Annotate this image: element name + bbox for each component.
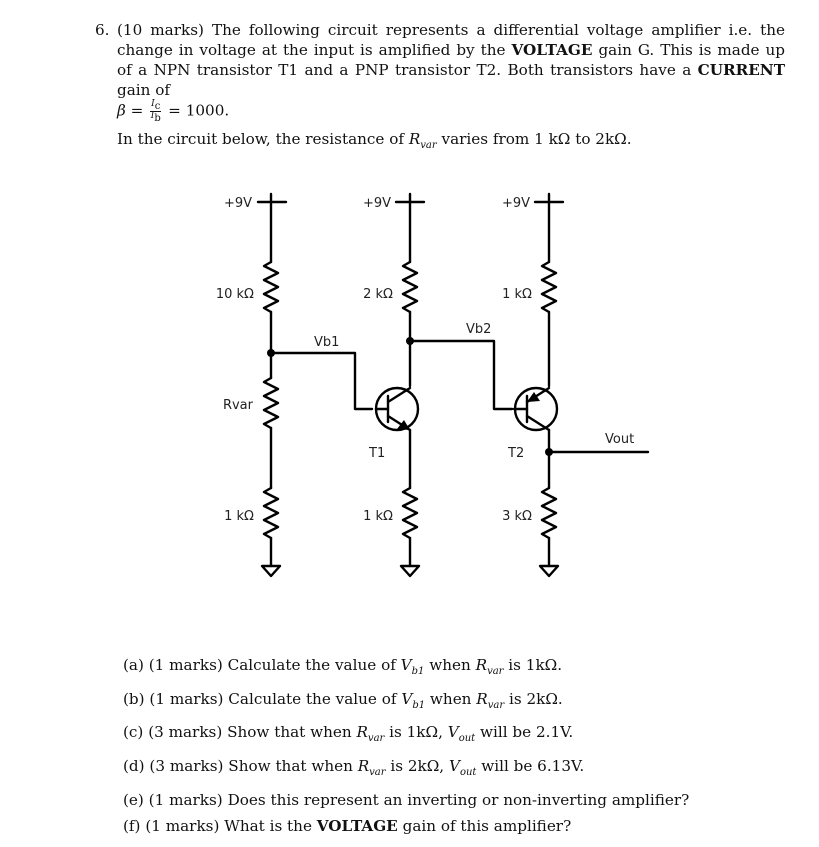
t1-emitter-arrow-icon xyxy=(397,420,410,430)
part-a-r-sub: var xyxy=(487,666,504,678)
part-d-text2: is 2kΩ, xyxy=(390,756,445,775)
part-a-text: Calculate the value of xyxy=(227,656,396,674)
t2-emitter-arrow-icon xyxy=(527,392,540,402)
label-supply-2: +9V xyxy=(362,196,391,211)
t2-collector-lead xyxy=(527,416,549,430)
label-r-top-1: 10 kΩ xyxy=(215,287,254,302)
part-a xyxy=(123,652,723,686)
part-c-r: R xyxy=(356,723,368,742)
part-b-var: V xyxy=(401,689,413,708)
part-d-text3: will be 6.13V. xyxy=(481,756,585,775)
numerator-sub: c xyxy=(154,100,161,112)
junction-dot-vb1 xyxy=(267,349,275,357)
part-f xyxy=(123,813,723,840)
resistor-1k-top-col3 xyxy=(542,262,556,312)
part-a-var-sub: b1 xyxy=(411,666,425,678)
sub-questions xyxy=(123,652,723,840)
part-b-r-sub: var xyxy=(487,699,505,711)
rvar-sub: var xyxy=(420,139,437,151)
part-e-text: Does this represent an inverting or non-inverting amplifier? xyxy=(227,790,690,809)
voltage-word: VOLTAGE xyxy=(511,41,593,59)
part-d-label: (d) xyxy=(123,756,145,775)
resistor-1k-col2 xyxy=(403,488,417,538)
question-text-2: gain G. This is made up of a NPN transistor T1 and a PNP transistor T2. Both transistors have a xyxy=(117,41,786,79)
rvar-text-1: In the circuit below, the resistance of xyxy=(117,129,404,148)
part-b-text2: when xyxy=(429,689,472,708)
part-b-text: Calculate the value of xyxy=(228,689,397,708)
part-c-marks: (3 marks) xyxy=(148,723,223,742)
part-c-text: Show that when xyxy=(227,723,352,742)
part-c-r-sub: var xyxy=(367,733,385,745)
question-text xyxy=(117,20,785,100)
part-e-label: (e) xyxy=(123,790,144,809)
label-vb2: Vb2 xyxy=(466,322,492,337)
part-a-text2: when xyxy=(429,656,471,674)
wire-vb1 xyxy=(271,353,372,409)
label-t2: T2 xyxy=(508,446,525,461)
part-c-var: V xyxy=(447,723,459,742)
part-c-text3: will be 2.1V. xyxy=(480,723,574,742)
question-text-1: The following circuit represents a differential voltage amplifier i.e. the change in voltage at the input is amplified by the xyxy=(117,21,786,59)
part-a-r: R xyxy=(475,656,488,674)
part-f-bold: VOLTAGE xyxy=(316,817,398,836)
part-d-r: R xyxy=(357,756,370,775)
part-d-text: Show that when xyxy=(228,756,353,775)
ground-icon-1 xyxy=(262,566,280,576)
question-number: 6. xyxy=(95,21,110,39)
part-f-marks: (1 marks) xyxy=(145,817,220,836)
part-d-var: V xyxy=(448,756,460,775)
part-e xyxy=(123,787,723,814)
part-d xyxy=(123,753,723,787)
part-a-label: (a) xyxy=(123,656,144,674)
wire-vb2 xyxy=(410,341,512,409)
part-b xyxy=(123,686,723,720)
supply-rail-2 xyxy=(396,194,424,262)
part-b-r: R xyxy=(476,689,488,708)
resistor-3k xyxy=(542,488,556,538)
junction-dot-vout xyxy=(545,448,553,456)
resistor-1k-col1 xyxy=(264,488,278,538)
part-c-var-sub: out xyxy=(458,733,476,745)
part-a-var: V xyxy=(400,656,412,674)
rvar-statement xyxy=(117,129,785,156)
label-supply-3: +9V xyxy=(501,196,530,211)
label-vout: Vout xyxy=(605,432,635,447)
label-vb1: Vb1 xyxy=(314,335,340,350)
resistor-rvar xyxy=(264,378,278,428)
fraction-denominator xyxy=(150,112,161,123)
part-b-label: (b) xyxy=(123,689,145,708)
part-a-text3: is 1kΩ. xyxy=(508,656,563,674)
part-f-label: (f) xyxy=(123,817,141,836)
label-t1: T1 xyxy=(369,446,386,461)
part-a-marks: (1 marks) xyxy=(148,656,223,674)
beta-symbol: β = xyxy=(117,101,144,120)
resistor-10k xyxy=(264,262,278,312)
part-c-text2: is 1kΩ, xyxy=(389,723,443,742)
supply-rail-3 xyxy=(535,194,563,262)
question-text-3: gain of xyxy=(117,81,171,99)
label-r-bot-1: 1 kΩ xyxy=(224,509,254,524)
label-r-top-2: 2 kΩ xyxy=(363,287,393,302)
part-d-var-sub: out xyxy=(459,766,477,778)
label-r-bot-3: 3 kΩ xyxy=(502,509,532,524)
part-c xyxy=(123,719,723,753)
part-c-label: (c) xyxy=(123,723,144,742)
circuit-diagram xyxy=(0,180,819,600)
part-b-var-sub: b1 xyxy=(412,699,426,711)
part-e-marks: (1 marks) xyxy=(148,790,223,809)
ground-icon-2 xyxy=(401,566,419,576)
label-supply-1: +9V xyxy=(223,196,252,211)
part-f-text2: gain of this amplifier? xyxy=(402,817,572,836)
t1-collector-lead xyxy=(388,388,410,402)
denominator-symbol: I xyxy=(150,110,155,121)
junction-dot-vb2 xyxy=(406,337,414,345)
resistor-2k xyxy=(403,262,417,312)
label-rvar: Rvar xyxy=(222,398,253,413)
rvar-symbol: R xyxy=(408,129,421,148)
ground-icon-3 xyxy=(540,566,558,576)
part-b-marks: (1 marks) xyxy=(149,689,224,708)
label-r-bot-2: 1 kΩ xyxy=(363,509,393,524)
part-d-marks: (3 marks) xyxy=(149,756,224,775)
part-f-text: What is the xyxy=(224,817,312,836)
current-word: CURRENT xyxy=(697,61,785,79)
denominator-sub: b xyxy=(154,112,161,124)
part-d-r-sub: var xyxy=(369,766,386,778)
supply-rail-1 xyxy=(258,194,286,262)
beta-value: = 1000. xyxy=(168,101,230,120)
question-marks: (10 marks) xyxy=(117,21,204,39)
question-intro xyxy=(95,20,785,156)
part-b-text3: is 2kΩ. xyxy=(508,689,563,708)
label-r-top-3: 1 kΩ xyxy=(502,287,532,302)
numerator-symbol: I xyxy=(151,99,155,109)
rvar-text-2: varies from 1 kΩ to 2kΩ. xyxy=(441,129,632,148)
beta-equation xyxy=(117,100,785,123)
beta-fraction xyxy=(150,100,161,123)
